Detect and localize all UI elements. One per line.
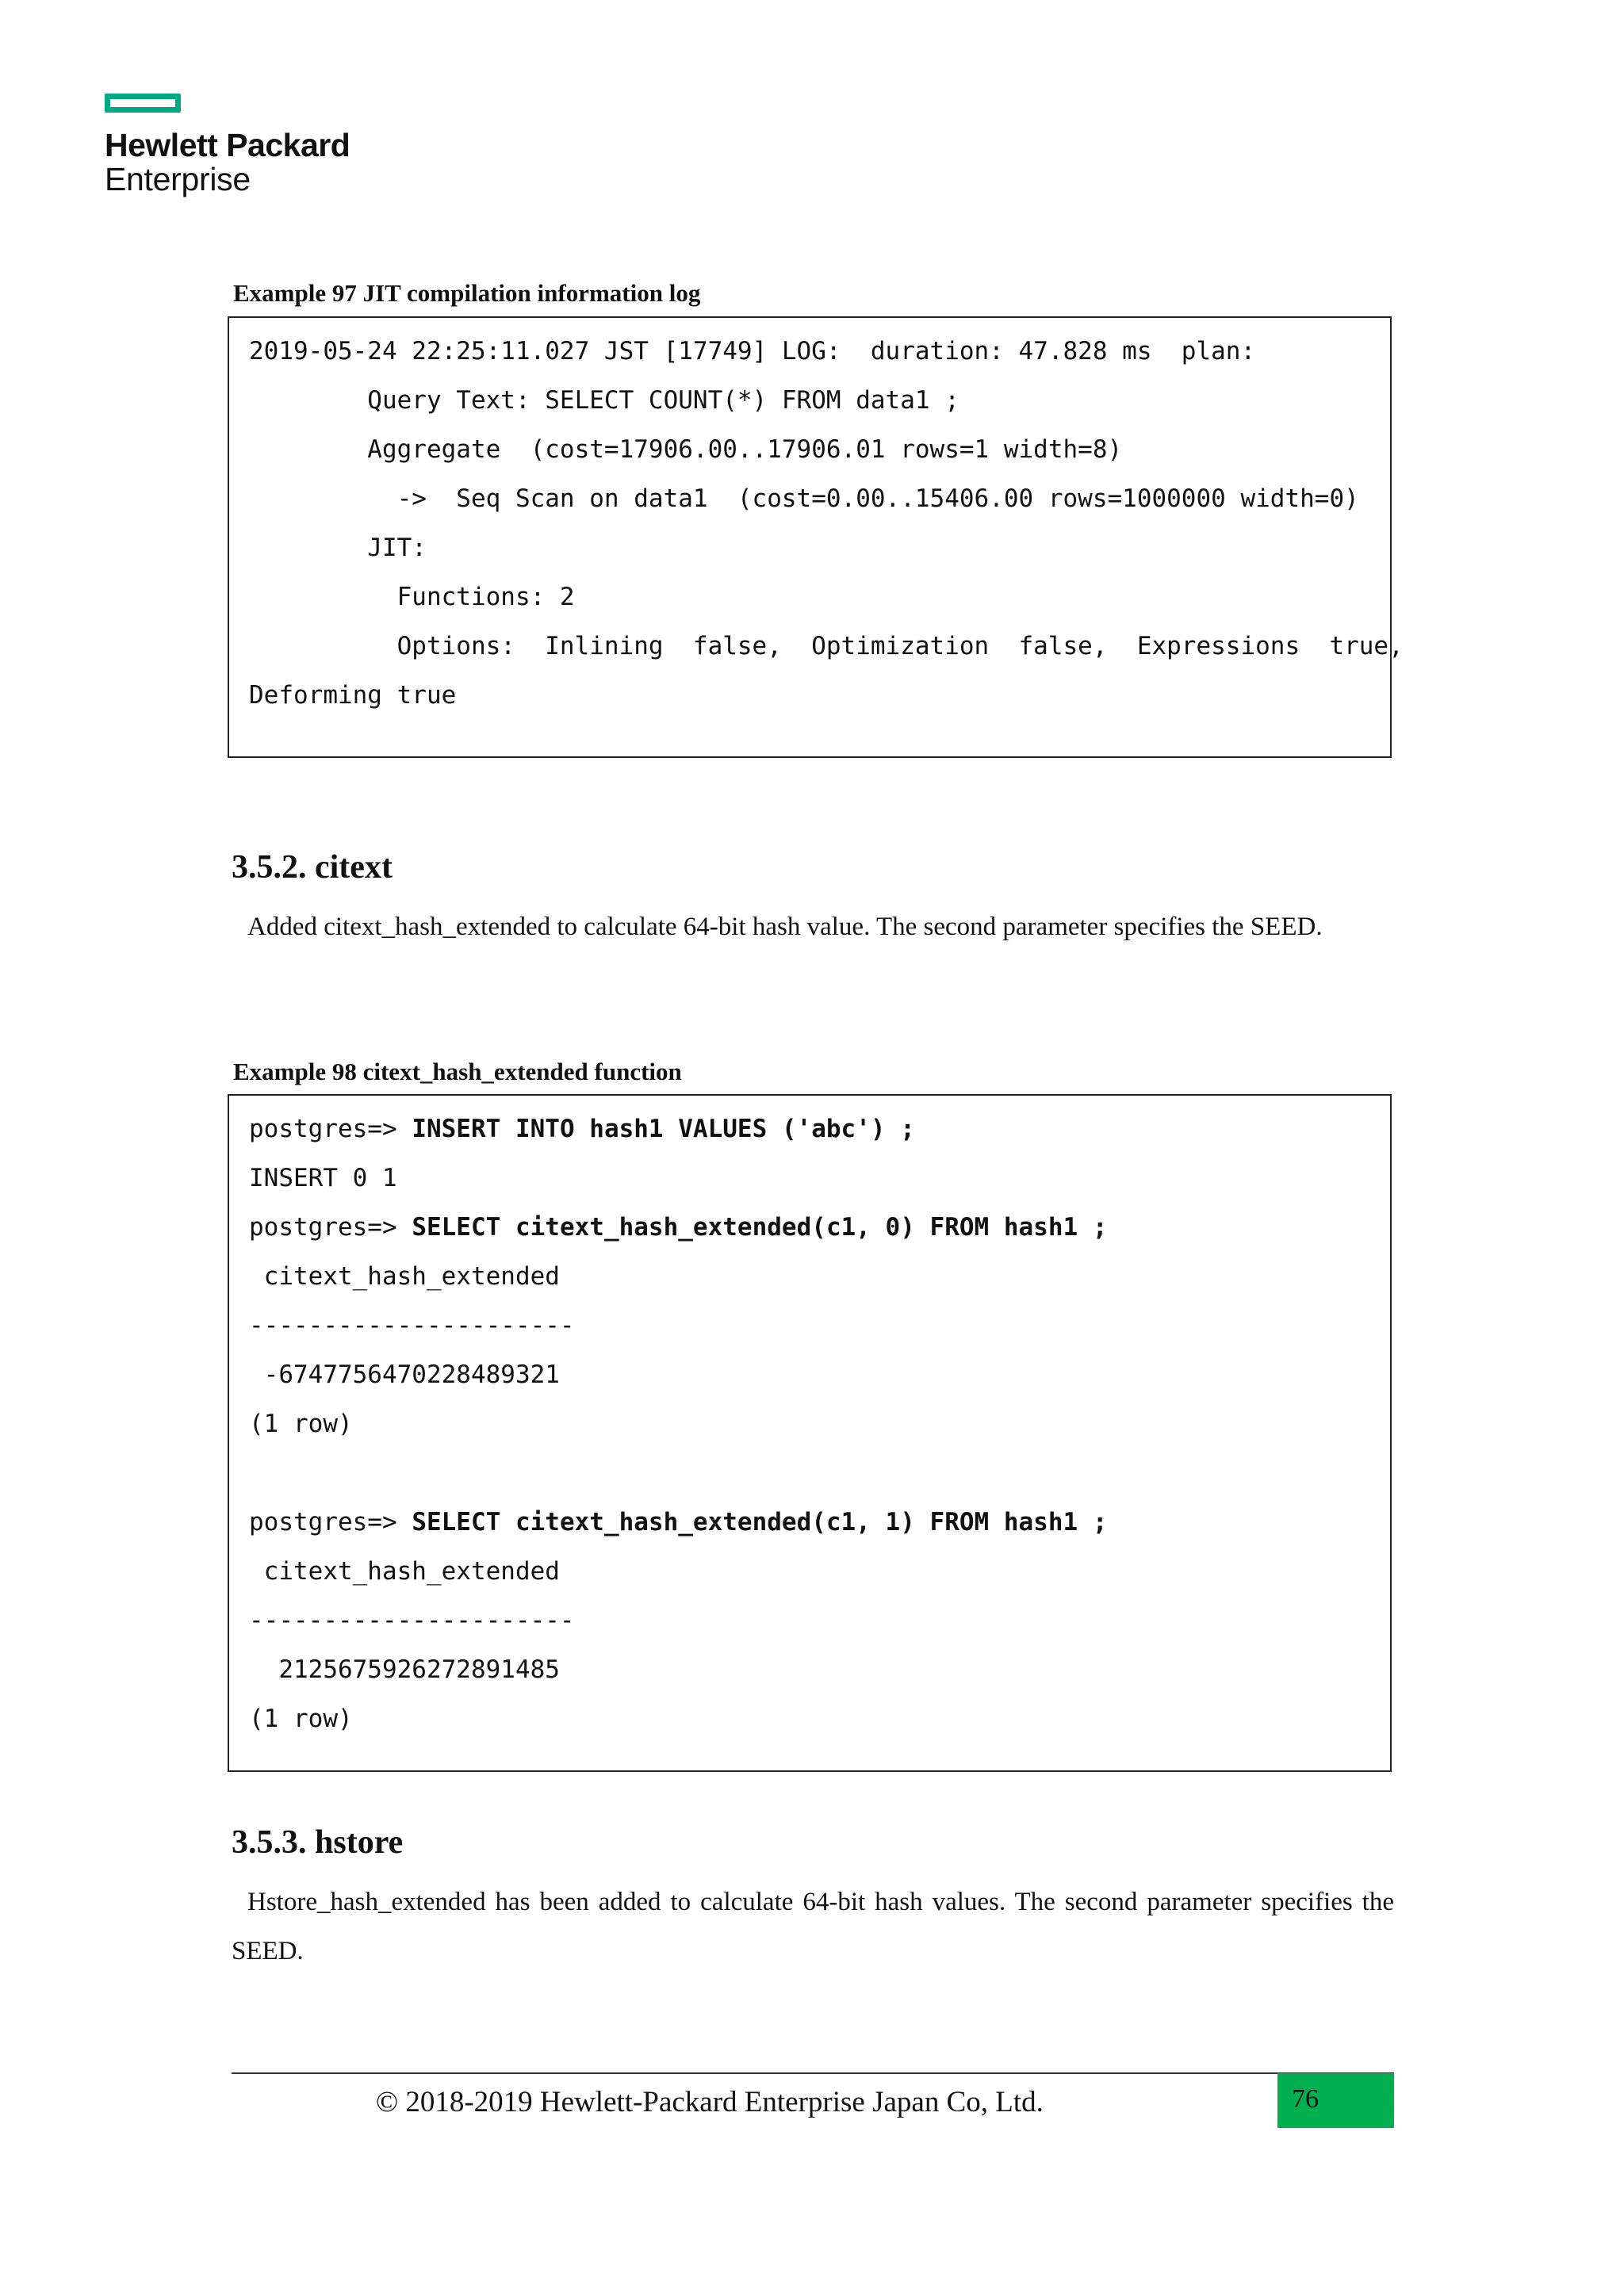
code-line: INSERT 0 1: [249, 1164, 397, 1192]
prompt: postgres=>: [249, 1213, 412, 1242]
sql-command: INSERT INTO hash1 VALUES ('abc') ;: [412, 1115, 915, 1143]
code-line: (1 row): [249, 1410, 353, 1438]
logo-rectangle-icon: [105, 94, 181, 113]
code-line: Query Text: SELECT COUNT(*) FROM data1 ;: [249, 386, 959, 415]
company-logo: [105, 94, 350, 197]
prompt: postgres=>: [249, 1508, 412, 1536]
code-line: ----------------------: [249, 1606, 575, 1635]
code-line: [249, 1211, 1108, 1243]
code-line: 2019-05-24 22:25:11.027 JST [17749] LOG: duration: 47.828 ms plan:: [249, 337, 1256, 365]
code-line: citext_hash_extended: [249, 1557, 560, 1586]
footer-copyright: © 2018-2019 Hewlett-Packard Enterprise Japan Co, Ltd.: [376, 2086, 1044, 2118]
section-heading-citext: 3.5.2. citext: [232, 849, 393, 886]
example-98-code-block: [228, 1094, 1392, 1772]
footer-divider: [232, 2072, 1394, 2074]
logo-text-line1: Hewlett Packard: [105, 127, 350, 163]
code-line: 2125675926272891485: [249, 1655, 560, 1684]
code-line: citext_hash_extended: [249, 1262, 560, 1291]
code-line: -> Seq Scan on data1 (cost=0.00..15406.00 rows=1000000 width=0): [249, 484, 1359, 513]
section-heading-hstore: 3.5.3. hstore: [232, 1824, 404, 1861]
example-97-caption: Example 97 JIT compilation information log: [233, 279, 701, 307]
example-98-caption: Example 98 citext_hash_extended function: [233, 1058, 682, 1085]
logo-text-line2: Enterprise: [105, 161, 251, 197]
code-line: -6747756470228489321: [249, 1360, 560, 1389]
code-line: Deforming true: [249, 681, 457, 710]
code-line: Aggregate (cost=17906.00..17906.01 rows=1 width=8): [249, 435, 1123, 464]
sql-command: SELECT citext_hash_extended(c1, 1) FROM hash1 ;: [412, 1508, 1108, 1536]
example-97-code-block: [228, 316, 1404, 758]
code-line: [249, 1506, 1108, 1538]
page-number-box: [1277, 2073, 1394, 2128]
code-line: Functions: 2: [249, 583, 575, 611]
code-line: [249, 1113, 915, 1145]
code-line: Options: Inlining false, Optimization false, Expressions true,: [249, 632, 1404, 660]
code-line: (1 row): [249, 1705, 353, 1733]
page-number: 76: [1292, 2084, 1319, 2114]
sql-command: SELECT citext_hash_extended(c1, 0) FROM hash1 ;: [412, 1213, 1108, 1242]
code-line: JIT:: [249, 534, 427, 562]
section-paragraph-citext: Added citext_hash_extended to calculate 64-bit hash value. The second parameter specifies the SEED.: [247, 913, 1323, 941]
section-paragraph-hstore: Hstore_hash_extended has been added to calculate 64-bit hash values. The second parameter specifies the SEED.: [232, 1888, 1394, 1965]
prompt: postgres=>: [249, 1115, 412, 1143]
code-line: ----------------------: [249, 1311, 575, 1340]
